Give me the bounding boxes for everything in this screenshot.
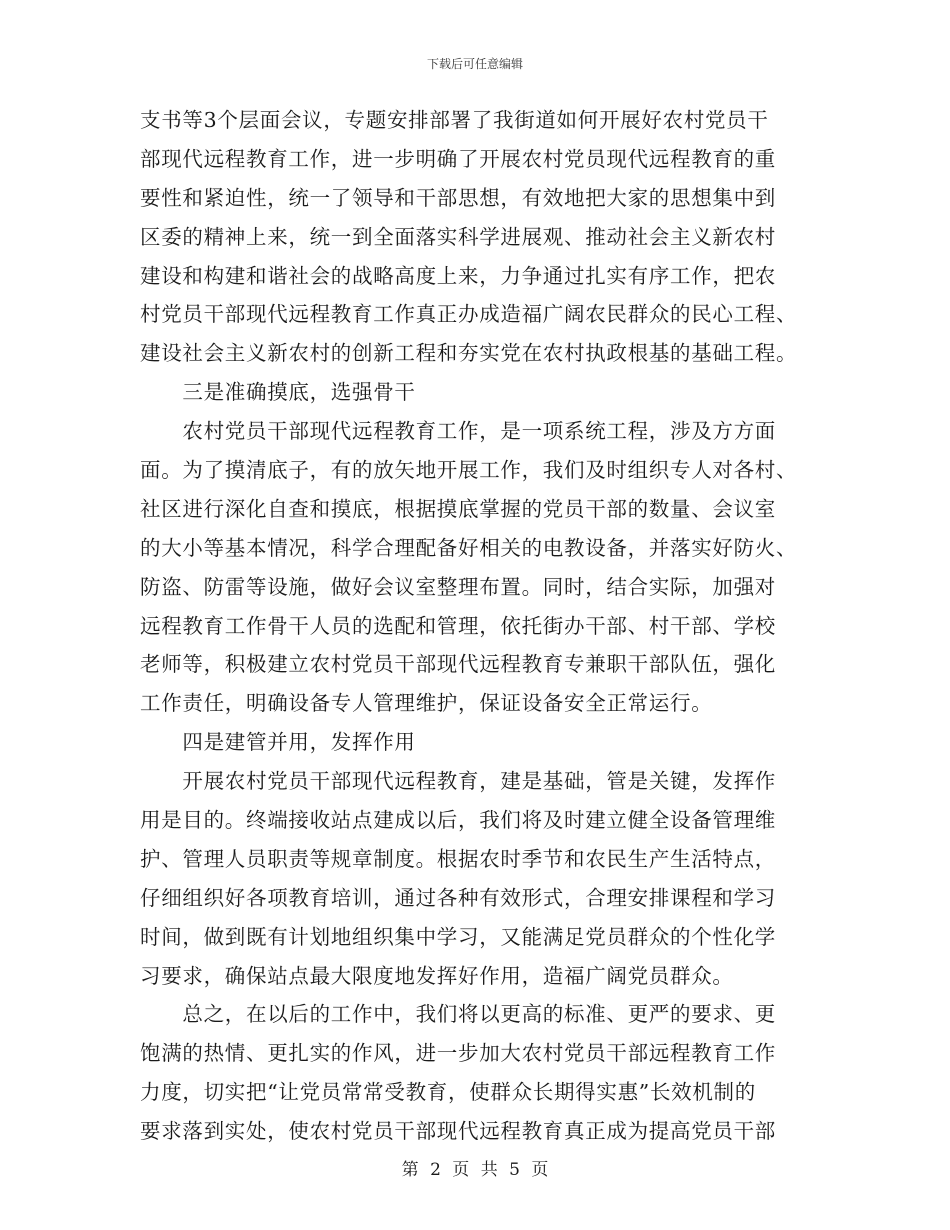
text-line: 要求落到实处，使农村党员干部现代远程教育真正成为提高党员干部 — [140, 1119, 776, 1144]
text-line: 部现代远程教育工作，进一步明确了开展农村党员现代远程教育的重 — [140, 146, 776, 171]
text-line: 饱满的热情、更扎实的作风，进一步加大农村党员干部远程教育工作 — [140, 1041, 776, 1066]
text-line: 工作责任，明确设备专人管理维护，保证设备安全正常运行。 — [140, 691, 713, 716]
text-line: 要性和紧迫性，统一了领导和干部思想，有效地把大家的思想集中到 — [140, 185, 776, 210]
text-line: 远程教育工作骨干人员的选配和管理，依托街办干部、村干部、学校 — [140, 613, 776, 638]
text-line: 习要求，确保站点最大限度地发挥好作用，造福广阔党员群众。 — [140, 963, 734, 988]
document-body — [140, 101, 820, 1151]
text-line: 总之，在以后的工作中，我们将以更高的标准、更严的要求、更 — [140, 1002, 776, 1027]
text-line: 的大小等基本情况，科学合理配备好相关的电教设备，并落实好防火、 — [140, 535, 798, 560]
text-line: 三是准确摸底，选强骨干 — [140, 380, 416, 405]
page-number-footer: 第 2 页 共 5 页 — [401, 1160, 549, 1180]
text-line: 四是建管并用，发挥作用 — [140, 730, 416, 755]
text-line: 支书等3个层面会议，专题安排部署了我街道如何开展好农村党员干 — [140, 108, 769, 132]
text-line: 面。为了摸清底子，有的放矢地开展工作，我们及时组织专人对各村、 — [140, 458, 798, 483]
text-line: 开展农村党员干部现代远程教育，建是基础，管是关键，发挥作 — [140, 769, 776, 794]
page-header-watermark: 下载后可任意编辑 — [426, 57, 523, 71]
text-line: 建设和构建和谐社会的战略高度上来，力争通过扎实有序工作，把农 — [140, 263, 776, 288]
text-line: 护、管理人员职责等规章制度。根据农时季节和农民生产生活特点， — [140, 846, 776, 871]
text-line: 社区进行深化自查和摸底，根据摸底掌握的党员干部的数量、会议室 — [140, 496, 776, 521]
text-line: 老师等，积极建立农村党员干部现代远程教育专兼职干部队伍，强化 — [140, 652, 776, 677]
text-line: 力度，切实把“让党员常常受教育，使群众长期得实惠”长效机制的 — [140, 1080, 756, 1105]
text-line: 建设社会主义新农村的创新工程和夯实党在农村执政根基的基础工程。 — [140, 341, 798, 366]
text-line: 时间，做到既有计划地组织集中学习，又能满足党员群众的个性化学 — [140, 924, 776, 949]
text-line: 农村党员干部现代远程教育工作，是一项系统工程，涉及方方面 — [140, 419, 776, 444]
text-line: 村党员干部现代远程教育工作真正办成造福广阔农民群众的民心工程、 — [140, 302, 798, 327]
text-line: 区委的精神上来，统一到全面落实科学进展观、推动社会主义新农村 — [140, 224, 776, 249]
text-line: 用是目的。终端接收站点建成以后，我们将及时建立健全设备管理维 — [140, 808, 776, 833]
text-line: 防盗、防雷等设施，做好会议室整理布置。同时，结合实际，加强对 — [140, 574, 776, 599]
text-line: 仔细组织好各项教育培训，通过各种有效形式，合理安排课程和学习 — [140, 885, 776, 910]
